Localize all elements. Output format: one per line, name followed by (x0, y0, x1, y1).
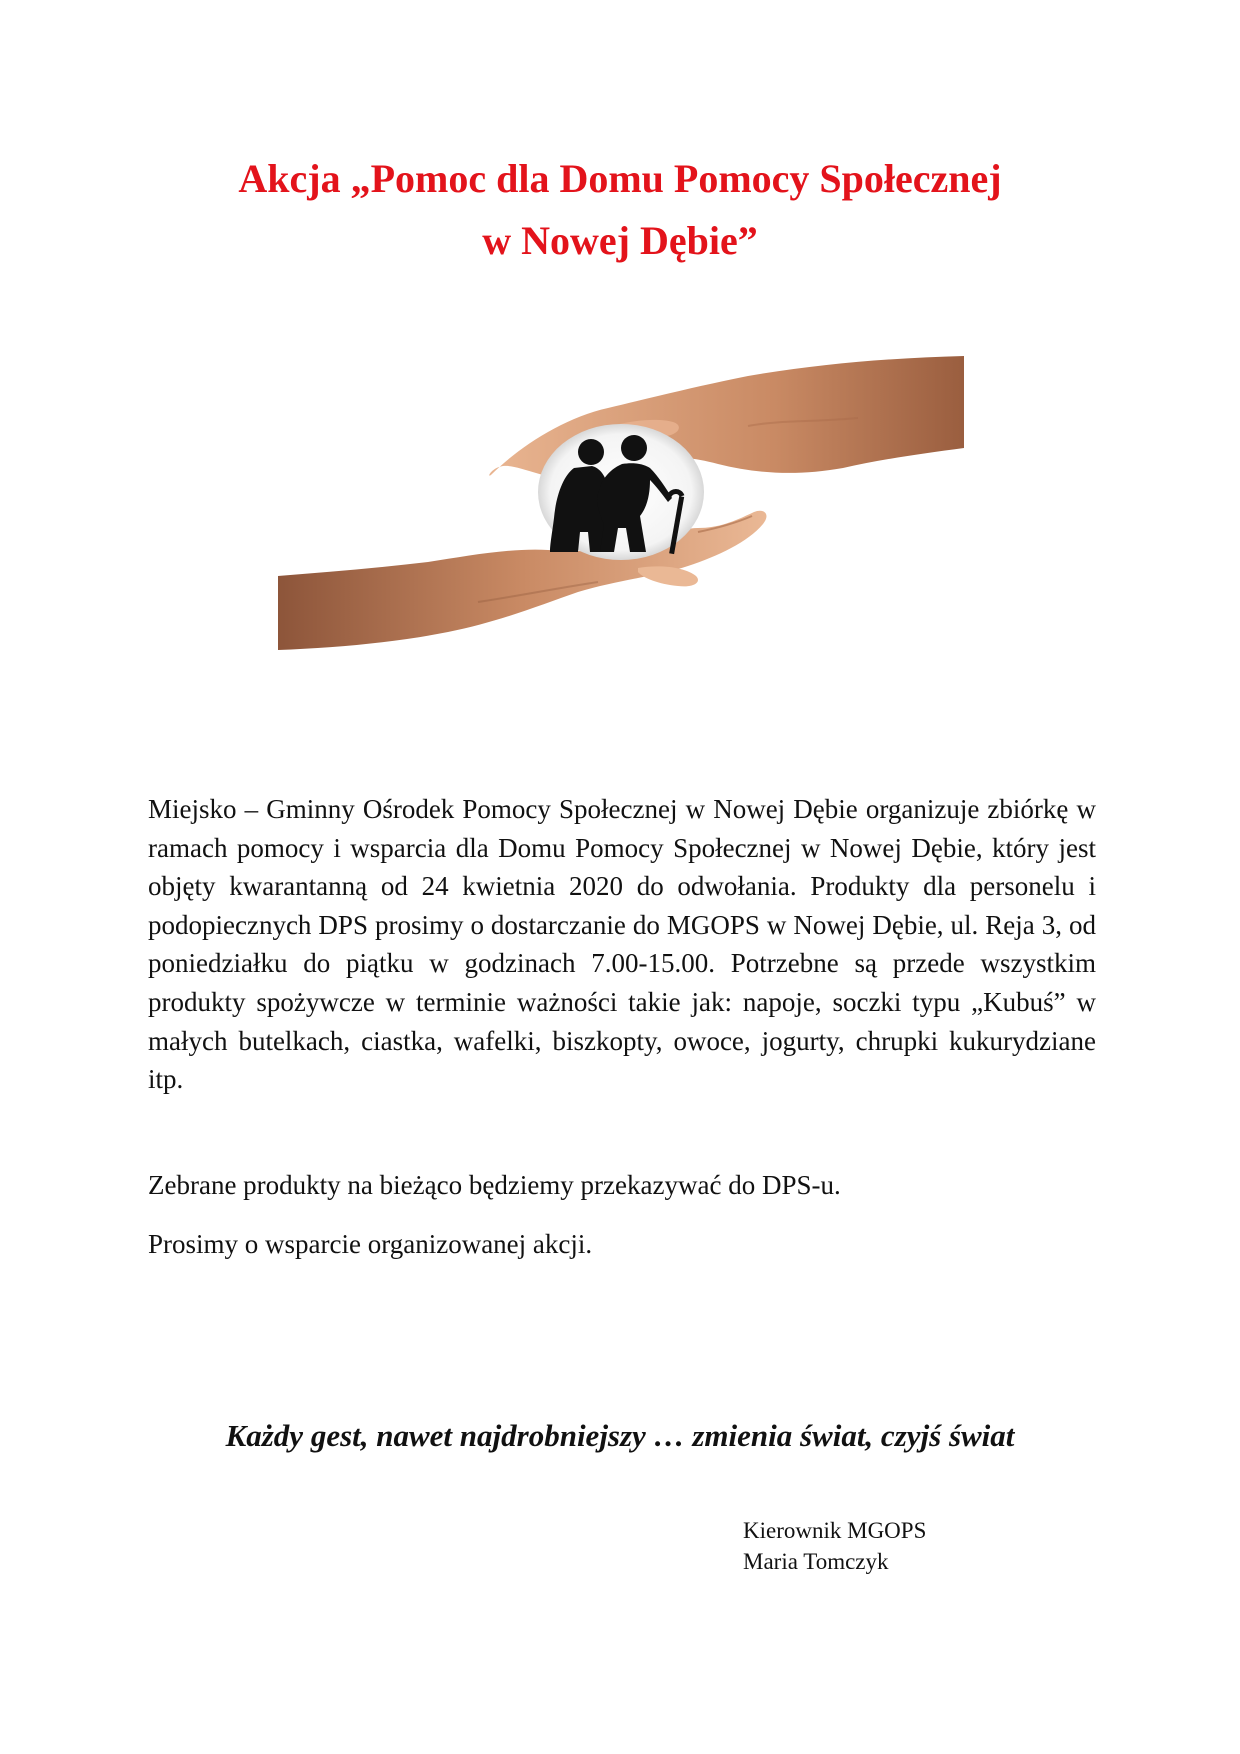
title-line-2: w Nowej Dębie” (482, 218, 758, 263)
collection-note: Zebrane produkty na bieżąco będziemy przekazywać do DPS-u. (148, 1170, 841, 1200)
signature-block (743, 1515, 926, 1577)
signature-name: Maria Tomczyk (743, 1549, 889, 1574)
document-title (0, 148, 1240, 272)
body-paragraph: Miejsko – Gminny Ośrodek Pomocy Społecznej w Nowej Dębie organizuje zbiórkę w ramach pomocy i wsparcia dla Domu Pomocy Społecznej w Nowej Dębie, który jest objęty kwarantanną od 24 kwietnia 2020 do odwołania. Produkty dla personelu i podopiecznych DPS prosimy o dostarczanie do MGOPS w Nowej Dębie, ul. Reja 3, od poniedziałku do piątku w godzinach 7.00-15.00. Potrzebne są przede wszystkim produkty spożywcze w terminie ważności takie jak: napoje, soczki typu „Kubuś” w małych butelkach, ciastka, wafelki, biszkopty, owoce, jogurty, chrupki kukurydziane itp. (148, 794, 1096, 1095)
motto: Każdy gest, nawet najdrobniejszy … zmienia świat, czyjś świat (225, 1418, 1015, 1453)
signature-role: Kierownik MGOPS (743, 1518, 927, 1543)
support-request: Prosimy o wsparcie organizowanej akcji. (148, 1229, 593, 1259)
bottom-hand-icon (278, 511, 766, 650)
hands-protecting-elderly-couple-icon (278, 356, 964, 650)
title-line-1: Akcja „Pomoc dla Domu Pomocy Społecznej (238, 156, 1002, 201)
